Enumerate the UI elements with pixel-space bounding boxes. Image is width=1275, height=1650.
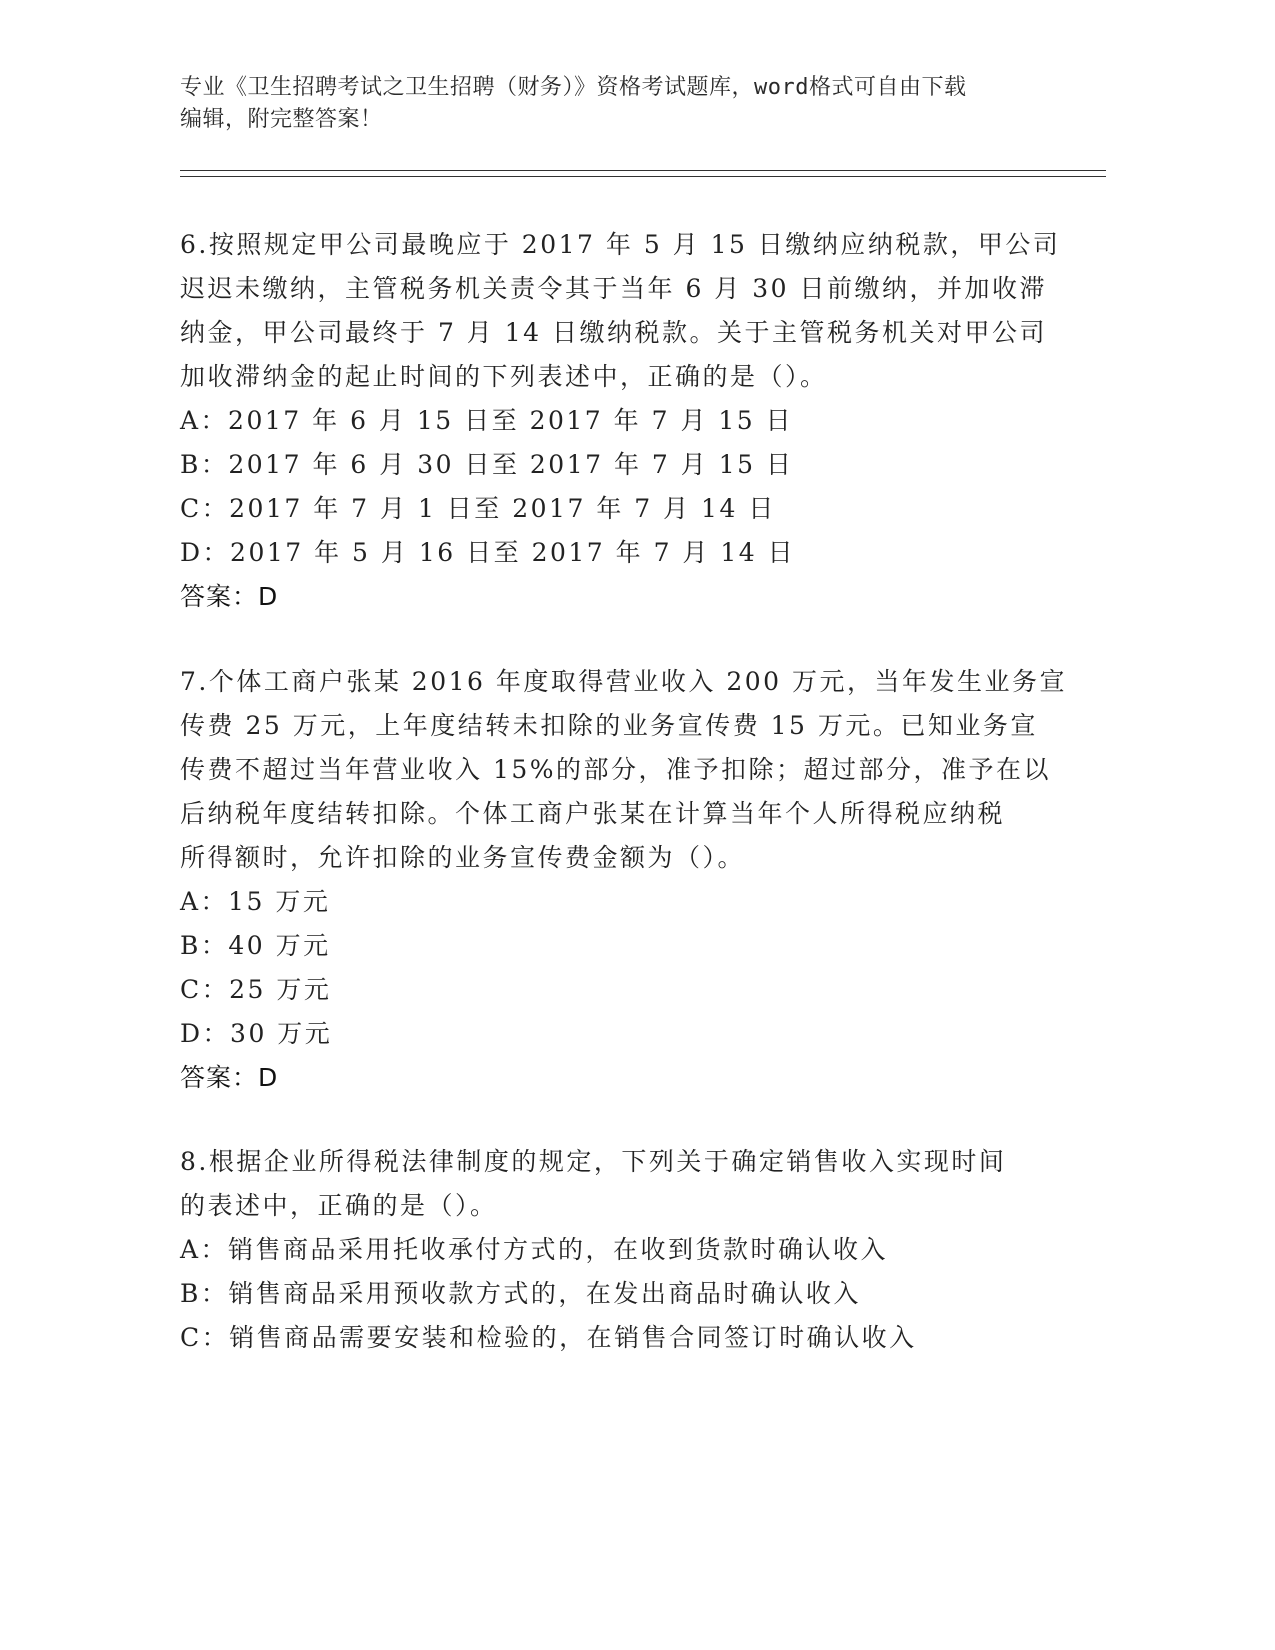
answer-line: 答案：D [180,582,279,611]
question-8 [180,1140,1060,1360]
option-c: C：2017 年 7 月 1 日至 2017 年 7 月 14 日 [180,494,776,523]
header-line: 编辑，附完整答案！ [180,107,383,132]
option-c: C：25 万元 [180,975,332,1004]
question-stem [180,223,1060,399]
document-header [180,72,1060,136]
option-d: D：2017 年 5 月 16 日至 2017 年 7 月 14 日 [180,538,796,567]
stem-line: 7.个体工商户张某 2016 年度取得营业收入 200 万元，当年发生业务宣 [180,667,1067,696]
stem-line: 传费 25 万元，上年度结转未扣除的业务宣传费 15 万元。已知业务宣 [180,711,1038,740]
option-c: C：销售商品需要安装和检验的，在销售合同签订时确认收入 [180,1323,917,1352]
option-d: D：30 万元 [180,1019,333,1048]
stem-line: 传费不超过当年营业收入 15%的部分，准予扣除；超过部分，准予在以 [180,755,1052,784]
option-b: B：2017 年 6 月 30 日至 2017 年 7 月 15 日 [180,450,794,479]
stem-line: 的表述中，正确的是（）。 [180,1191,498,1220]
question-stem [180,660,1067,880]
option-b: B：销售商品采用预收款方式的，在发出商品时确认收入 [180,1279,861,1308]
stem-line: 加收滞纳金的起止时间的下列表述中，正确的是（）。 [180,362,828,391]
stem-line: 迟迟未缴纳，主管税务机关责令其于当年 6 月 30 日前缴纳，并加收滞 [180,274,1048,303]
header-divider [180,170,1106,171]
option-b: B：40 万元 [180,931,331,960]
stem-line: 纳金，甲公司最终于 7 月 14 日缴纳税款。关于主管税务机关对甲公司 [180,318,1048,347]
question-7 [180,660,1067,1100]
stem-line: 6.按照规定甲公司最晚应于 2017 年 5 月 15 日缴纳应纳税款，甲公司 [180,230,1061,259]
header-line: 专业《卫生招聘考试之卫生招聘（财务）》资格考试题库，word格式可自由下载 [180,75,967,100]
question-stem [180,1140,1060,1228]
stem-line: 后纳税年度结转扣除。个体工商户张某在计算当年个人所得税应纳税 [180,799,1006,828]
option-a: A：2017 年 6 月 15 日至 2017 年 7 月 15 日 [180,406,794,435]
header-divider [180,176,1106,177]
stem-line: 所得额时，允许扣除的业务宣传费金额为（）。 [180,843,746,872]
option-a: A：15 万元 [180,887,331,916]
stem-line: 8.根据企业所得税法律制度的规定，下列关于确定销售收入实现时间 [180,1147,1007,1176]
question-6 [180,223,1060,619]
answer-line: 答案：D [180,1063,279,1092]
option-a: A：销售商品采用托收承付方式的，在收到货款时确认收入 [180,1235,889,1264]
